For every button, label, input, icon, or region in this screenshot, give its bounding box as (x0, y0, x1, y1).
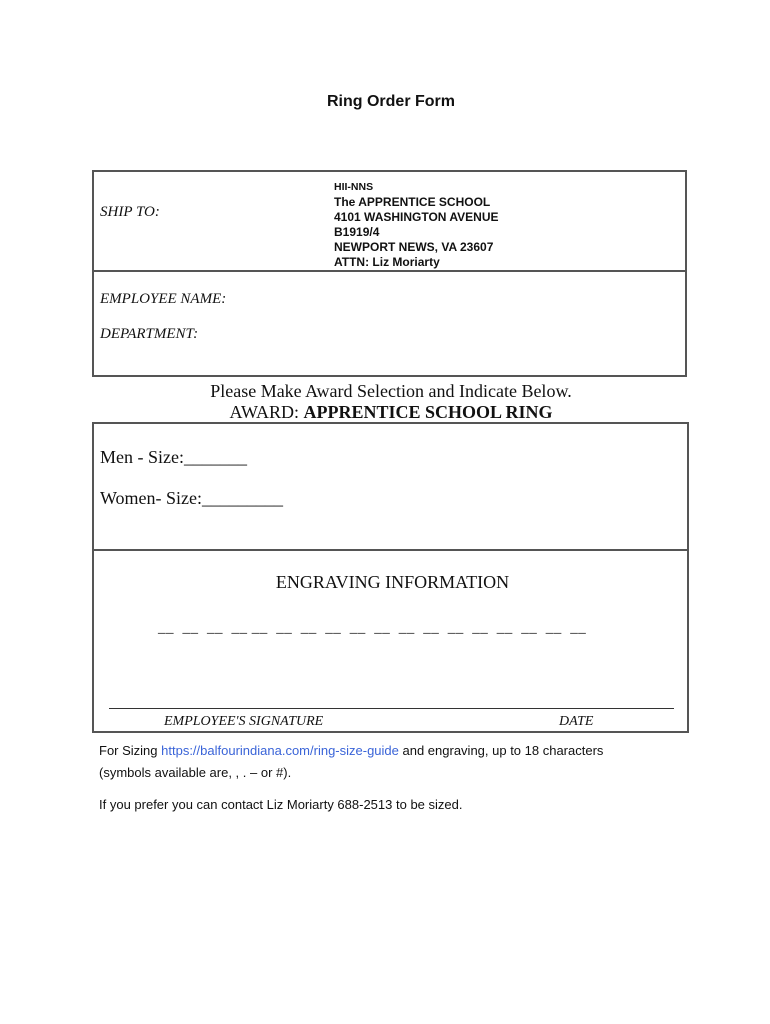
address-line: NEWPORT NEWS, VA 23607 (334, 240, 494, 254)
address-company: HII-NNS (334, 181, 374, 193)
signature-line[interactable] (109, 708, 674, 709)
ship-to-address (334, 180, 498, 270)
date-label: DATE (559, 714, 594, 729)
section-divider (94, 549, 687, 551)
shipping-section (92, 170, 687, 377)
page-title: Ring Order Form (326, 93, 455, 110)
sizing-note (99, 740, 659, 784)
section-divider (94, 270, 685, 272)
address-line: ATTN: Liz Moriarty (334, 255, 440, 269)
engraving-title: ENGRAVING INFORMATION (275, 572, 510, 592)
sizing-prefix: For Sizing (99, 743, 162, 758)
award-instruction: Please Make Award Selection and Indicate Below. (210, 381, 572, 401)
sizing-suffix: and engraving, up to 18 characters (symbols available are, , . – or #). (99, 743, 604, 780)
award-label: AWARD: (229, 402, 304, 422)
ring-size-guide-link[interactable]: https://balfourindiana.com/ring-size-guide (161, 743, 399, 758)
signature-label: EMPLOYEE'S SIGNATURE (164, 714, 324, 729)
contact-note: If you prefer you can contact Liz Moriarty 688-2513 to be sized. (99, 797, 463, 812)
address-line: 4101 WASHINGTON AVENUE (334, 210, 499, 224)
department-field[interactable]: DEPARTMENT: (100, 326, 199, 342)
ring-details-section (92, 422, 689, 733)
ship-to-label: SHIP TO: (100, 204, 160, 220)
engraving-blanks[interactable]: __ __ __ __ __ __ __ __ __ __ __ __ __ __ __ __ __ __ (158, 620, 587, 636)
men-size-field[interactable]: Men - Size:_______ (100, 447, 247, 467)
address-line: The APPRENTICE SCHOOL (334, 195, 491, 209)
women-size-field[interactable]: Women- Size:_________ (100, 488, 284, 508)
award-line (0, 402, 770, 423)
employee-name-field[interactable]: EMPLOYEE NAME: (100, 291, 227, 307)
address-line: B1919/4 (334, 225, 380, 239)
award-value: APPRENTICE SCHOOL RING (303, 402, 553, 422)
